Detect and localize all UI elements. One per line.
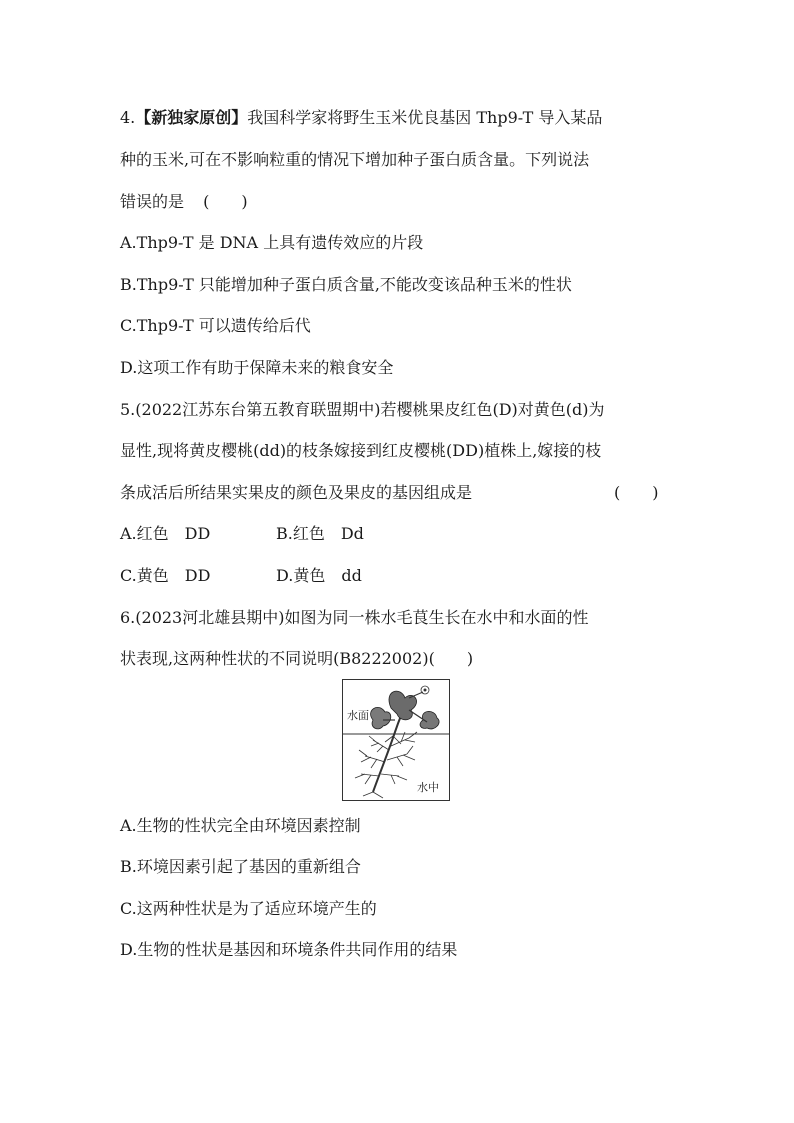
q4-answer-paren: ( ): [203, 192, 248, 211]
q5-answer-paren: ( ): [614, 483, 659, 502]
q5-line-3: [120, 483, 659, 503]
q5-line-1: 5.(2022江苏东台第五教育联盟期中)若樱桃果皮红色(D)对黄色(d)为: [120, 400, 605, 419]
q4-tag: 【新独家原创】: [135, 108, 248, 127]
q4-line-1: [120, 108, 602, 128]
q4-stem-3: 错误的是: [120, 192, 185, 211]
q4-number: 4.: [120, 108, 136, 127]
q6-line-2: 状表现,这两种性状的不同说明(B8222002)( ): [120, 649, 474, 668]
q5-stem-3: 条成活后所结果实果皮的颜色及果皮的基因组成是: [120, 483, 473, 502]
q4-stem-1: 我国科学家将野生玉米优良基因 Thp9-T 导入某品: [247, 108, 603, 127]
label-water-surface: 水面: [347, 709, 369, 722]
q5-option-a: A.红色 DD: [120, 524, 211, 543]
q5-option-c: C.黄色 DD: [120, 566, 211, 585]
q4-line-3: [120, 192, 248, 212]
q5-option-b: B.红色 Dd: [276, 524, 364, 543]
q5-option-d: D.黄色 dd: [276, 566, 362, 585]
plant-figure: [342, 679, 450, 801]
q5-line-2: 显性,现将黄皮樱桃(dd)的枝条嫁接到红皮樱桃(DD)植株上,嫁接的枝: [120, 441, 602, 460]
q6-line-1: 6.(2023河北雄县期中)如图为同一株水毛茛生长在水中和水面的性: [120, 608, 589, 627]
q6-option-d: D.生物的性状是基因和环境条件共同作用的结果: [120, 940, 458, 959]
label-underwater: 水中: [417, 781, 439, 794]
q4-option-d: D.这项工作有助于保障未来的粮食安全: [120, 358, 394, 377]
q6-option-b: B.环境因素引起了基因的重新组合: [120, 857, 361, 876]
q4-line-2: 种的玉米,可在不影响粒重的情况下增加种子蛋白质含量。下列说法: [120, 150, 590, 169]
q6-option-a: A.生物的性状完全由环境因素控制: [120, 816, 361, 835]
q4-option-b: B.Thp9-T 只能增加种子蛋白质含量,不能改变该品种玉米的性状: [120, 275, 572, 294]
q4-option-c: C.Thp9-T 可以遗传给后代: [120, 316, 311, 335]
q6-option-c: C.这两种性状是为了适应环境产生的: [120, 899, 377, 918]
q4-option-a: A.Thp9-T 是 DNA 上具有遗传效应的片段: [120, 233, 424, 252]
